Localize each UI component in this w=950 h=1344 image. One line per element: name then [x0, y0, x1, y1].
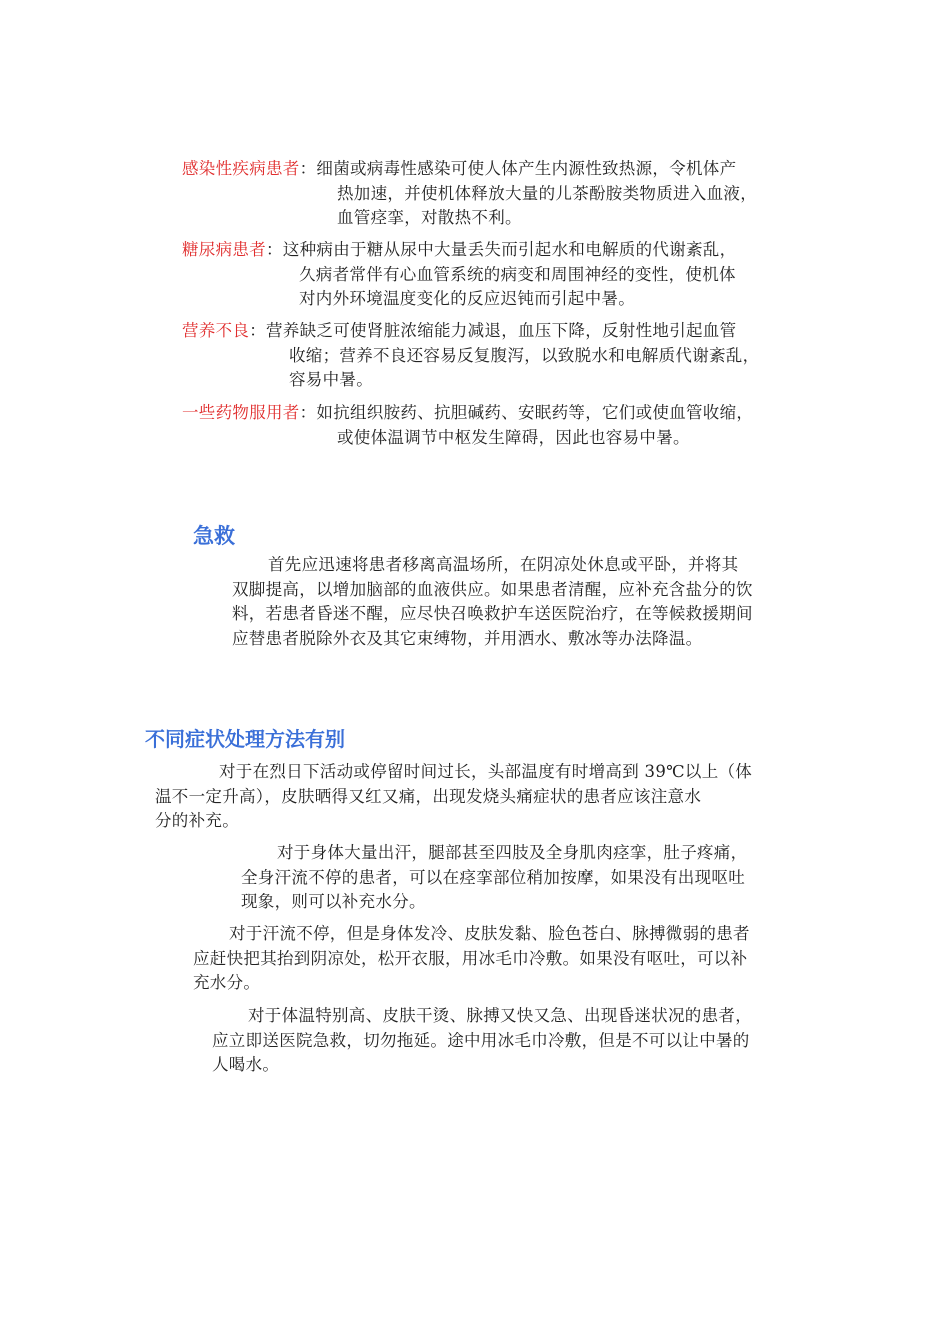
risk-group-text: ：这种病由于糖从尿中大量丢失而引起水和电解质的代谢紊乱，: [266, 240, 737, 259]
paragraph-line: 充水分。: [193, 973, 261, 992]
paragraph-line: 料，若患者昏迷不醒，应尽快召唤救护车送医院治疗，在等候救援期间: [232, 604, 753, 623]
paragraph-line: 分的补充。: [155, 811, 239, 830]
risk-group-text: 容易中暑。: [289, 370, 373, 389]
paragraph-line: 首先应迅速将患者移离高温场所，在阴凉处休息或平卧，并将其: [268, 555, 739, 574]
paragraph-line: 现象，则可以补充水分。: [241, 892, 426, 911]
paragraph-line: 应立即送医院急救，切勿拖延。途中用冰毛巾冷敷，但是不可以让中暑的: [212, 1030, 750, 1050]
risk-group-infection: [182, 157, 757, 231]
risk-group-text: 热加速，并使机体释放大量的儿茶酚胺类物质进入血液，: [337, 183, 757, 203]
paragraph-line: 对于身体大量出汗，腿部甚至四肢及全身肌肉痉挛，肚子疼痛，: [277, 843, 748, 862]
risk-group-text: 对内外环境温度变化的反应迟钝而引起中暑。: [299, 289, 635, 308]
symptom-paragraph: [241, 841, 747, 915]
paragraph-line: 人喝水。: [212, 1055, 280, 1074]
paragraph-line: 对于在烈日下活动或停留时间过长，头部温度有时增高到 39℃以上（体: [219, 762, 753, 781]
risk-group-text: 久病者常伴有心血管系统的病变和周围神经的变性，使机体: [299, 264, 736, 284]
paragraph-line: 对于汗流不停，但是身体发冷、皮肤发黏、脸色苍白、脉搏微弱的患者: [229, 924, 750, 943]
risk-group-medication: [182, 401, 753, 450]
paragraph-line: 应赶快把其抬到阴凉处，松开衣服，用冰毛巾冷敷。如果没有呕吐，可以补: [193, 948, 748, 968]
risk-group-term: 糖尿病患者: [182, 240, 266, 259]
first-aid-heading: 急救: [193, 524, 235, 548]
risk-group-text: 或使体温调节中枢发生障碍，因此也容易中暑。: [337, 427, 690, 447]
paragraph-line: 对于体温特别高、皮肤干烫、脉搏又快又急、出现昏迷状况的患者，: [248, 1006, 752, 1025]
paragraph-line: 全身汗流不停的患者，可以在痉挛部位稍加按摩，如果没有出现呕吐: [241, 867, 745, 887]
symptom-paragraph: [155, 760, 752, 834]
risk-group-text: ：细菌或病毒性感染可使人体产生内源性致热源，令机体产: [299, 159, 737, 178]
risk-group-text: 收缩；营养不良还容易反复腹泻，以致脱水和电解质代谢紊乱，: [289, 345, 760, 365]
paragraph-line: 温不一定升高），皮肤晒得又红又痛，出现发烧头痛症状的患者应该注意水: [155, 786, 702, 806]
symptom-paragraph: [212, 1004, 752, 1078]
risk-group-term: 一些药物服用者: [182, 403, 300, 422]
symptom-paragraph: [193, 922, 750, 996]
risk-group-text: 血管痉挛，对散热不利。: [337, 208, 522, 227]
paragraph-line: 应替患者脱除外衣及其它束缚物，并用洒水、敷冰等办法降温。: [232, 628, 703, 648]
risk-group-term: 营养不良: [182, 321, 250, 340]
paragraph-line: 双脚提高，以增加脑部的血液供应。如果患者清醒，应补充含盐分的饮: [232, 579, 753, 599]
risk-group-malnutrition: [182, 319, 759, 393]
first-aid-paragraph: [232, 553, 753, 651]
symptoms-heading: 不同症状处理方法有别: [145, 727, 345, 751]
risk-group-term: 感染性疾病患者: [182, 159, 300, 178]
risk-group-diabetes: [182, 238, 736, 312]
risk-group-text: ：如抗组织胺药、抗胆碱药、安眠药等，它们或使血管收缩，: [299, 403, 754, 422]
risk-group-text: ：营养缺乏可使肾脏浓缩能力减退，血压下降，反射性地引起血管: [249, 321, 737, 340]
